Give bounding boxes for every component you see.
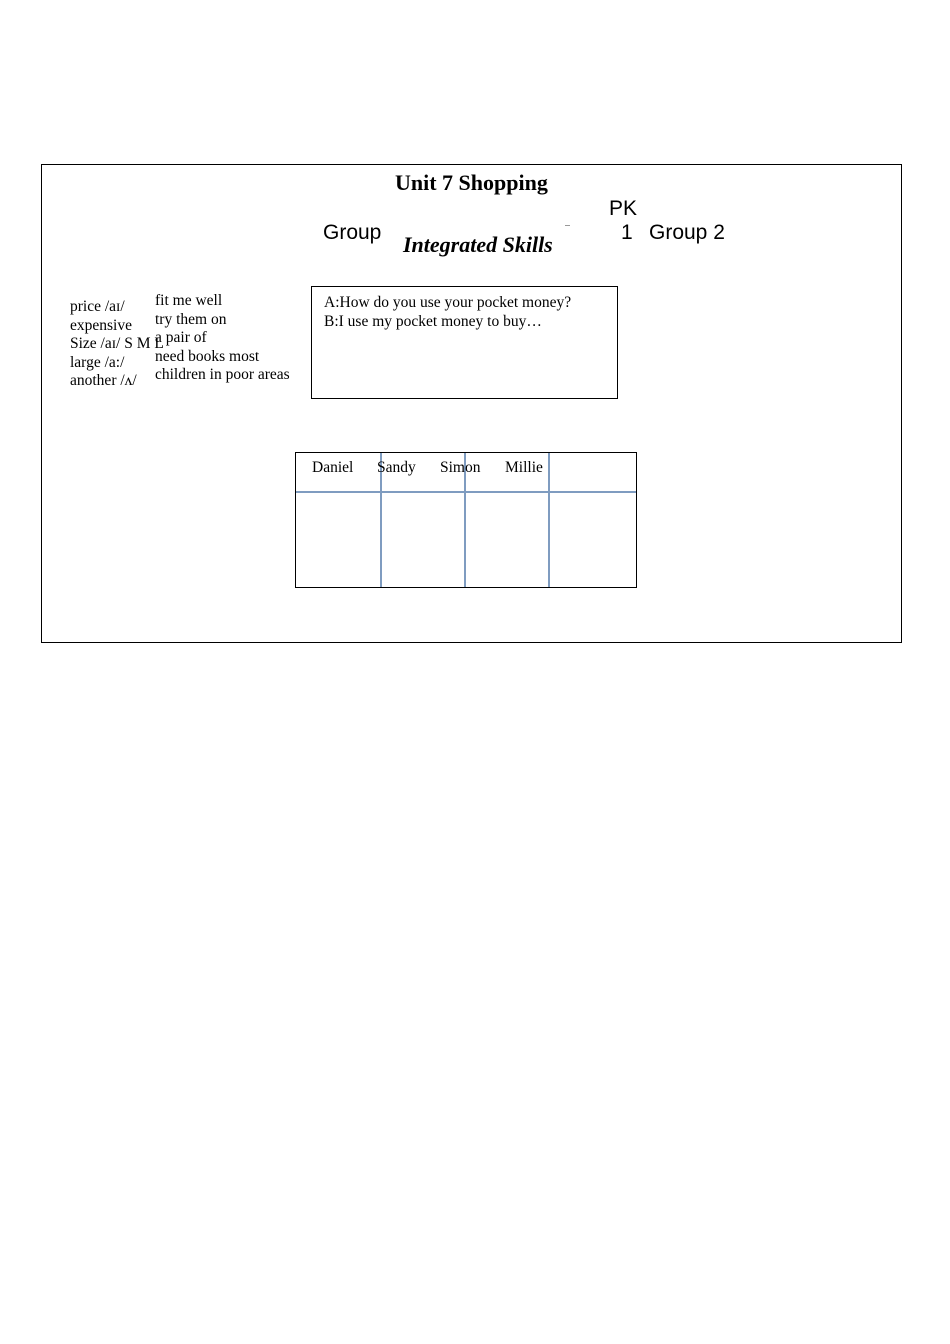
vocabulary-word-list: [70, 298, 164, 391]
phrase-item: children in poor areas: [155, 366, 290, 384]
phrase-list: [155, 292, 290, 385]
vocabulary-word: another /ʌ/: [70, 372, 137, 390]
table-header-daniel: Daniel: [312, 459, 354, 476]
phrase-item: try them on: [155, 310, 227, 328]
table-header-millie: Millie: [505, 459, 543, 476]
table-header-divider: [296, 491, 636, 493]
vocabulary-word: Size /aɪ/ S M L: [70, 335, 164, 353]
vocabulary-word: large /a:/: [70, 353, 125, 371]
pk-label: PK: [609, 197, 638, 220]
group-left-label: Group: [323, 221, 382, 244]
divider-mark: [565, 225, 570, 226]
vocabulary-word: price /aɪ/: [70, 298, 125, 315]
page-subtitle: Integrated Skills: [403, 232, 553, 257]
group-right-label: Group 2: [649, 221, 725, 244]
phrase-item: need books most: [155, 347, 260, 365]
dialogue-line-b: B:I use my pocket money to buy…: [324, 313, 542, 330]
group-number: 1: [621, 221, 633, 244]
page-title: Unit 7 Shopping: [395, 170, 548, 195]
table-column-divider: [548, 453, 550, 587]
dialogue-box: [311, 286, 618, 399]
table-header-simon: Simon: [440, 459, 481, 476]
phrase-item: fit me well: [155, 292, 223, 309]
phrase-item: a pair of: [155, 329, 207, 347]
table-header-sandy: Sandy: [377, 459, 416, 476]
vocabulary-word: expensive: [70, 316, 132, 334]
dialogue-line-a: A:How do you use your pocket money?: [324, 294, 572, 311]
